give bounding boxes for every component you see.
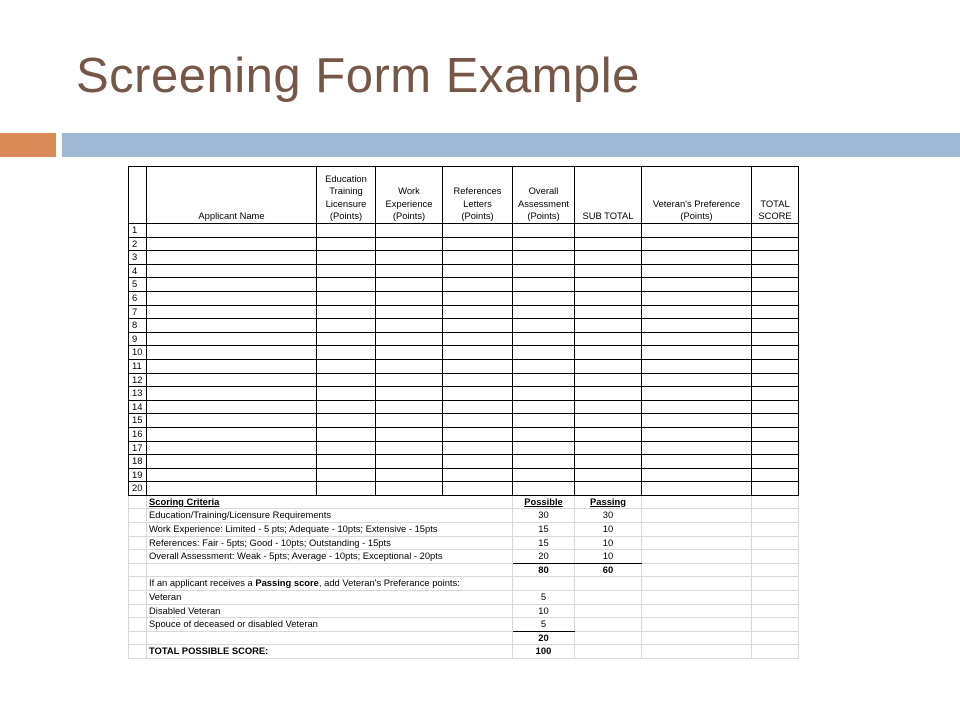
criteria-possible: 10: [513, 604, 575, 618]
criteria-passing: 10: [575, 523, 642, 537]
empty-cell: [575, 305, 642, 319]
empty-cell: [443, 237, 513, 251]
empty-cell: [376, 373, 443, 387]
empty-cell: [642, 359, 752, 373]
empty-cell: [642, 563, 752, 577]
empty-cell: [376, 319, 443, 333]
empty-cell: [752, 523, 799, 537]
empty-cell: [642, 346, 752, 360]
empty-cell: [129, 618, 147, 632]
empty-cell: [147, 441, 317, 455]
empty-cell: [575, 332, 642, 346]
empty-cell: [317, 400, 376, 414]
empty-cell: [147, 414, 317, 428]
empty-cell: [752, 305, 799, 319]
criteria-possible: 15: [513, 523, 575, 537]
table-row: [129, 305, 799, 319]
empty-cell: [642, 332, 752, 346]
table-row: [129, 414, 799, 428]
empty-cell: [752, 237, 799, 251]
header-row-number: [129, 167, 147, 224]
criteria-passing: 60: [575, 563, 642, 577]
criteria-row: [129, 550, 799, 564]
empty-cell: [642, 373, 752, 387]
empty-cell: [642, 509, 752, 523]
empty-cell: [642, 482, 752, 496]
criteria-possible: Possible: [513, 495, 575, 509]
criteria-possible: 30: [513, 509, 575, 523]
empty-cell: [317, 264, 376, 278]
criteria-passing: Passing: [575, 495, 642, 509]
empty-cell: [642, 291, 752, 305]
row-number: 9: [129, 332, 147, 346]
empty-cell: [376, 278, 443, 292]
header-veterans-preference: Veteran's Preference (Points): [642, 167, 752, 224]
criteria-row: [129, 618, 799, 632]
empty-cell: [443, 468, 513, 482]
empty-cell: [129, 591, 147, 605]
empty-cell: [575, 278, 642, 292]
criteria-label: Veteran: [147, 591, 513, 605]
empty-cell: [129, 550, 147, 564]
criteria-possible: 5: [513, 591, 575, 605]
table-row: [129, 278, 799, 292]
table-row: [129, 441, 799, 455]
empty-cell: [575, 251, 642, 265]
header-subtotal: SUB TOTAL: [575, 167, 642, 224]
empty-cell: [575, 427, 642, 441]
empty-cell: [513, 482, 575, 496]
empty-cell: [129, 509, 147, 523]
criteria-possible: 5: [513, 618, 575, 632]
empty-cell: [575, 441, 642, 455]
row-number: 8: [129, 319, 147, 333]
empty-cell: [642, 523, 752, 537]
empty-cell: [376, 414, 443, 428]
criteria-row: [129, 591, 799, 605]
empty-cell: [575, 237, 642, 251]
table-row: [129, 359, 799, 373]
criteria-passing: [575, 591, 642, 605]
empty-cell: [642, 455, 752, 469]
empty-cell: [376, 400, 443, 414]
empty-cell: [147, 427, 317, 441]
empty-cell: [642, 591, 752, 605]
empty-cell: [147, 400, 317, 414]
table-row: [129, 332, 799, 346]
criteria-label: TOTAL POSSIBLE SCORE:: [147, 645, 513, 659]
empty-cell: [129, 523, 147, 537]
criteria-row: [129, 604, 799, 618]
row-number: 18: [129, 455, 147, 469]
empty-cell: [147, 224, 317, 238]
empty-cell: [642, 495, 752, 509]
row-number: 12: [129, 373, 147, 387]
empty-cell: [376, 305, 443, 319]
empty-cell: [642, 645, 752, 659]
empty-cell: [317, 305, 376, 319]
criteria-label: Scoring Criteria: [147, 495, 513, 509]
empty-cell: [129, 563, 147, 577]
header-row: [129, 167, 799, 224]
empty-cell: [129, 495, 147, 509]
table-row: [129, 251, 799, 265]
header-overall-assessment: Overall Assessment (Points): [513, 167, 575, 224]
empty-cell: [317, 319, 376, 333]
empty-cell: [376, 224, 443, 238]
empty-cell: [513, 251, 575, 265]
empty-cell: [376, 291, 443, 305]
empty-cell: [443, 291, 513, 305]
criteria-row: [129, 523, 799, 537]
empty-cell: [376, 332, 443, 346]
empty-cell: [147, 387, 317, 401]
empty-cell: [752, 618, 799, 632]
empty-cell: [443, 427, 513, 441]
empty-cell: [752, 509, 799, 523]
criteria-passing: 10: [575, 536, 642, 550]
criteria-possible: 20: [513, 631, 575, 645]
criteria-row: [129, 631, 799, 645]
empty-cell: [513, 332, 575, 346]
empty-cell: [376, 237, 443, 251]
empty-cell: [575, 373, 642, 387]
empty-cell: [752, 604, 799, 618]
empty-cell: [752, 359, 799, 373]
empty-cell: [575, 319, 642, 333]
criteria-label: If an applicant receives a Passing score, add Veteran's Preferance points:: [147, 577, 513, 591]
table-row: [129, 224, 799, 238]
empty-cell: [752, 591, 799, 605]
empty-cell: [443, 373, 513, 387]
empty-cell: [752, 441, 799, 455]
empty-cell: [147, 332, 317, 346]
empty-cell: [642, 278, 752, 292]
screening-form-table: [128, 166, 799, 659]
empty-cell: [513, 455, 575, 469]
empty-cell: [513, 237, 575, 251]
criteria-label: Overall Assessment: Weak - 5pts; Average - 10pts; Exceptional - 20pts: [147, 550, 513, 564]
table-row: [129, 387, 799, 401]
row-number: 7: [129, 305, 147, 319]
accent-bar-orange: [0, 133, 56, 157]
empty-cell: [443, 319, 513, 333]
empty-cell: [642, 427, 752, 441]
empty-cell: [513, 373, 575, 387]
criteria-label: Spouce of deceased or disabled Veteran: [147, 618, 513, 632]
criteria-possible: 20: [513, 550, 575, 564]
criteria-row: [129, 536, 799, 550]
empty-cell: [642, 536, 752, 550]
empty-cell: [752, 468, 799, 482]
empty-cell: [147, 482, 317, 496]
accent-bar-blue: [62, 133, 960, 157]
empty-cell: [642, 618, 752, 632]
empty-cell: [147, 237, 317, 251]
criteria-passing: [575, 645, 642, 659]
empty-cell: [575, 346, 642, 360]
criteria-label: Work Experience: Limited - 5 pts; Adequate - 10pts; Extensive - 15pts: [147, 523, 513, 537]
criteria-possible: 80: [513, 563, 575, 577]
empty-cell: [642, 387, 752, 401]
empty-cell: [147, 278, 317, 292]
empty-cell: [147, 373, 317, 387]
empty-cell: [317, 291, 376, 305]
empty-cell: [752, 577, 799, 591]
empty-cell: [642, 224, 752, 238]
empty-cell: [376, 346, 443, 360]
row-number: 11: [129, 359, 147, 373]
empty-cell: [575, 387, 642, 401]
empty-cell: [317, 427, 376, 441]
empty-cell: [752, 332, 799, 346]
criteria-passing: [575, 631, 642, 645]
empty-cell: [443, 251, 513, 265]
empty-cell: [376, 251, 443, 265]
empty-cell: [513, 359, 575, 373]
empty-cell: [443, 359, 513, 373]
empty-cell: [147, 251, 317, 265]
empty-cell: [443, 414, 513, 428]
criteria-label: Education/Training/Licensure Requirements: [147, 509, 513, 523]
empty-cell: [376, 359, 443, 373]
table-row: [129, 291, 799, 305]
criteria-label: [147, 631, 513, 645]
row-number: 1: [129, 224, 147, 238]
empty-cell: [129, 645, 147, 659]
criteria-passing: 30: [575, 509, 642, 523]
table-row: [129, 319, 799, 333]
empty-cell: [147, 359, 317, 373]
empty-cell: [376, 455, 443, 469]
empty-cell: [752, 414, 799, 428]
empty-cell: [513, 427, 575, 441]
empty-cell: [513, 387, 575, 401]
empty-cell: [752, 482, 799, 496]
empty-cell: [513, 400, 575, 414]
row-number: 17: [129, 441, 147, 455]
empty-cell: [129, 631, 147, 645]
empty-cell: [317, 414, 376, 428]
empty-cell: [642, 237, 752, 251]
criteria-passing: [575, 604, 642, 618]
empty-cell: [443, 346, 513, 360]
empty-cell: [752, 400, 799, 414]
header-education: Education Training Licensure (Points): [317, 167, 376, 224]
row-number: 2: [129, 237, 147, 251]
empty-cell: [376, 441, 443, 455]
table-row: [129, 400, 799, 414]
empty-cell: [575, 264, 642, 278]
empty-cell: [642, 577, 752, 591]
empty-cell: [575, 468, 642, 482]
empty-cell: [317, 482, 376, 496]
empty-cell: [443, 482, 513, 496]
criteria-possible: 15: [513, 536, 575, 550]
empty-cell: [443, 400, 513, 414]
table-row: [129, 346, 799, 360]
empty-cell: [642, 251, 752, 265]
empty-cell: [513, 305, 575, 319]
empty-cell: [513, 468, 575, 482]
empty-cell: [147, 346, 317, 360]
empty-cell: [575, 455, 642, 469]
empty-cell: [752, 550, 799, 564]
empty-cell: [317, 224, 376, 238]
empty-cell: [317, 387, 376, 401]
empty-cell: [752, 645, 799, 659]
empty-cell: [147, 305, 317, 319]
empty-cell: [147, 468, 317, 482]
empty-cell: [443, 278, 513, 292]
empty-cell: [147, 319, 317, 333]
row-number: 13: [129, 387, 147, 401]
empty-cell: [376, 387, 443, 401]
empty-cell: [752, 346, 799, 360]
empty-cell: [443, 305, 513, 319]
header-applicant-name: Applicant Name: [147, 167, 317, 224]
row-number: 5: [129, 278, 147, 292]
row-number: 4: [129, 264, 147, 278]
empty-cell: [129, 604, 147, 618]
empty-cell: [752, 251, 799, 265]
empty-cell: [443, 455, 513, 469]
empty-cell: [376, 264, 443, 278]
empty-cell: [317, 237, 376, 251]
empty-cell: [317, 373, 376, 387]
empty-cell: [317, 455, 376, 469]
row-number: 3: [129, 251, 147, 265]
empty-cell: [317, 441, 376, 455]
empty-cell: [513, 291, 575, 305]
empty-cell: [642, 468, 752, 482]
empty-cell: [752, 387, 799, 401]
slide-title: Screening Form Example: [76, 49, 640, 103]
empty-cell: [575, 400, 642, 414]
row-number: 14: [129, 400, 147, 414]
criteria-passing: 10: [575, 550, 642, 564]
empty-cell: [575, 414, 642, 428]
empty-cell: [317, 278, 376, 292]
empty-cell: [642, 400, 752, 414]
empty-cell: [642, 414, 752, 428]
empty-cell: [513, 414, 575, 428]
empty-cell: [752, 563, 799, 577]
table-row: [129, 264, 799, 278]
header-total-score: TOTAL SCORE: [752, 167, 799, 224]
table-row: [129, 427, 799, 441]
empty-cell: [513, 441, 575, 455]
empty-cell: [752, 455, 799, 469]
empty-cell: [752, 427, 799, 441]
criteria-label: References: Fair - 5pts; Good - 10pts; Outstanding - 15pts: [147, 536, 513, 550]
empty-cell: [513, 224, 575, 238]
empty-cell: [129, 536, 147, 550]
empty-cell: [642, 550, 752, 564]
table-row: [129, 373, 799, 387]
empty-cell: [752, 631, 799, 645]
criteria-passing: [575, 618, 642, 632]
empty-cell: [575, 482, 642, 496]
empty-cell: [752, 536, 799, 550]
empty-cell: [317, 346, 376, 360]
empty-cell: [376, 482, 443, 496]
criteria-row: [129, 577, 799, 591]
empty-cell: [642, 441, 752, 455]
row-number: 15: [129, 414, 147, 428]
empty-cell: [317, 251, 376, 265]
empty-cell: [147, 455, 317, 469]
empty-cell: [642, 264, 752, 278]
empty-cell: [752, 373, 799, 387]
empty-cell: [147, 264, 317, 278]
row-number: 20: [129, 482, 147, 496]
criteria-passing: [575, 577, 642, 591]
row-number: 6: [129, 291, 147, 305]
empty-cell: [443, 224, 513, 238]
table-row: [129, 468, 799, 482]
empty-cell: [513, 346, 575, 360]
empty-cell: [376, 427, 443, 441]
empty-cell: [443, 387, 513, 401]
empty-cell: [752, 224, 799, 238]
empty-cell: [317, 359, 376, 373]
row-number: 19: [129, 468, 147, 482]
table-row: [129, 455, 799, 469]
row-number: 16: [129, 427, 147, 441]
criteria-row: [129, 645, 799, 659]
criteria-label: [147, 563, 513, 577]
criteria-label: Disabled Veteran: [147, 604, 513, 618]
criteria-row: [129, 563, 799, 577]
row-number: 10: [129, 346, 147, 360]
empty-cell: [575, 359, 642, 373]
criteria-row: [129, 509, 799, 523]
empty-cell: [752, 264, 799, 278]
empty-cell: [513, 319, 575, 333]
empty-cell: [317, 468, 376, 482]
empty-cell: [129, 577, 147, 591]
empty-cell: [513, 264, 575, 278]
criteria-possible: [513, 577, 575, 591]
empty-cell: [443, 332, 513, 346]
empty-cell: [376, 468, 443, 482]
empty-cell: [513, 278, 575, 292]
header-work-experience: Work Experience (Points): [376, 167, 443, 224]
empty-cell: [317, 332, 376, 346]
criteria-row: [129, 495, 799, 509]
empty-cell: [752, 291, 799, 305]
empty-cell: [575, 291, 642, 305]
empty-cell: [575, 224, 642, 238]
empty-cell: [642, 631, 752, 645]
empty-cell: [642, 319, 752, 333]
empty-cell: [443, 441, 513, 455]
empty-cell: [642, 305, 752, 319]
empty-cell: [443, 264, 513, 278]
empty-cell: [752, 495, 799, 509]
empty-cell: [147, 291, 317, 305]
empty-cell: [642, 604, 752, 618]
criteria-possible: 100: [513, 645, 575, 659]
header-references: References Letters (Points): [443, 167, 513, 224]
empty-cell: [752, 278, 799, 292]
table-row: [129, 482, 799, 496]
table-row: [129, 237, 799, 251]
empty-cell: [752, 319, 799, 333]
